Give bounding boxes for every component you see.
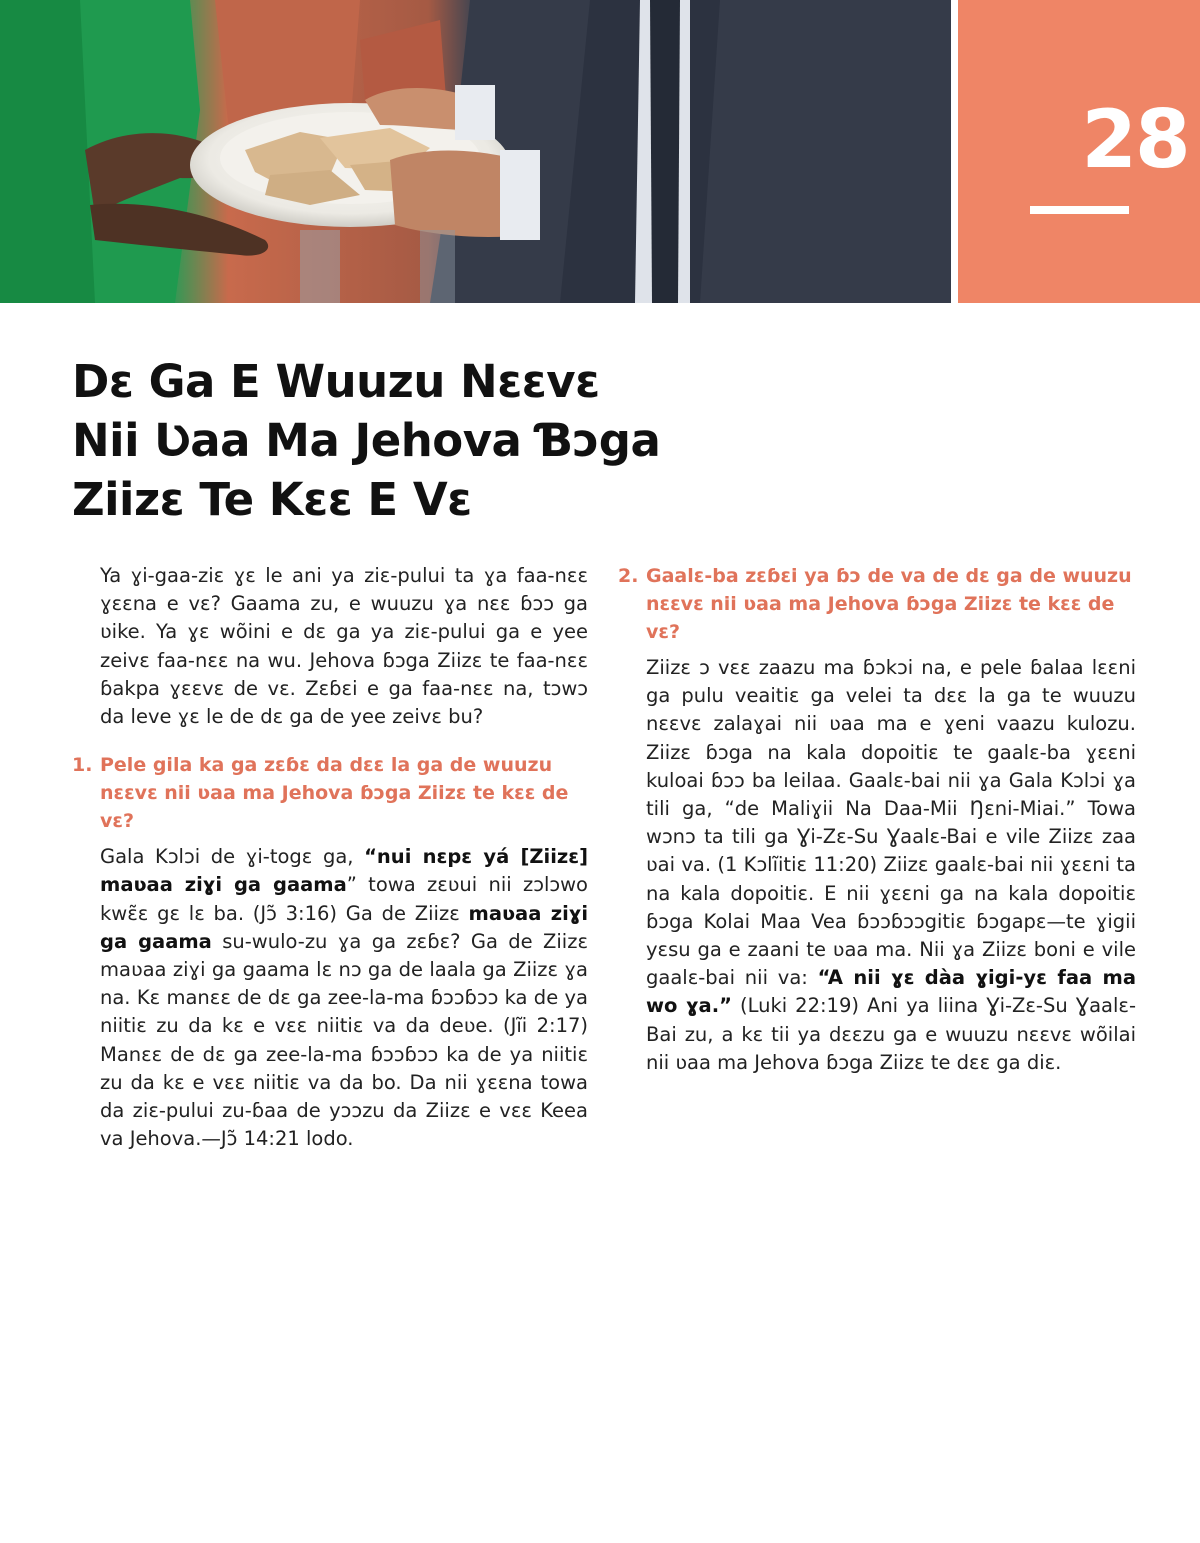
page-title — [72, 352, 712, 529]
title-line-3: Ziizɛ Te Kɛɛ E Vɛ — [72, 473, 472, 526]
question-1-text: Pele gila ka ga zɛɓɛ da dɛɛ la ga de wuuzu nɛɛvɛ nii ʋaa ma Jehova ɓɔga Ziizɛ te kɛɛ de vɛ? — [100, 754, 569, 833]
answer-1-bold-a: “nui nɛpɛ yá [Ziizɛ] maʋaa ziɣi ga gaama — [100, 845, 588, 897]
intro-paragraph: Ya ɣi-gaa-ziɛ ɣɛ le ani ya ziɛ-pului ta ɣa faa-nɛɛ ɣɛɛna e vɛ? Gaama zu, e wuuzu ɣa nɛɛ ɓɔɔ ga ʋike. Ya ɣɛ wõini e dɛ ga ya ziɛ-pului ga e yee zeivɛ faa-nɛɛ na wu. Jehova ɓɔga Ziizɛ te faa-nɛɛ ɓakpa ɣɛɛvɛ de vɛ. Zɛɓɛi e ga faa-nɛɛ na, tɔwɔ da leve ɣɛ le de dɛ ga de yee zeivɛ bu? — [100, 564, 588, 729]
answer-2-text-a: Ziizɛ ɔ vɛɛ zaazu ma ɓɔkɔi na, e pele ɓalaa lɛɛni ga pulu veaitiɛ ga velei ta dɛɛ la ga te wuuzu nɛɛvɛ zalaɣai nii ʋaa ma e ɣeni vaazu kulozu. Ziizɛ ɓɔga na kala dopoitiɛ te gaalɛ-ba ɣɛɛni kuloai ɓɔɔ ba leilaa. Gaalɛ-bai nii ɣa Gala Kɔlɔi ɣa tili ga, “de Maliɣii Na Daa-Mii Ŋɛni-Miai.” Towa wɔnɔ ta tili ga Ɣi-Zɛ-Su Ɣaalɛ-Bai e vile Ziizɛ zaa ʋai va. (1 Kɔlĩitiɛ 11:20) Ziizɛ gaalɛ-bai nii ɣɛɛni ta na kala dopoitiɛ. E nii ɣɛɛni ga na kala dopoitiɛ ɓɔga Kolai Maa Vea ɓɔɔɓɔɔgitiɛ ɓɔgapɛ—te ɣigii yɛsu ga e zaani te ʋaa ma. Nii ɣa Ziizɛ boni e vile gaalɛ-bai nii va: — [646, 656, 1136, 990]
answer-1-bold-b: maʋaa ziɣi ga gaama — [100, 901, 588, 953]
question-2 — [618, 562, 1136, 646]
question-1-number: 1. — [72, 754, 93, 777]
answer-2-paragraph — [618, 654, 1136, 1077]
left-column — [72, 562, 588, 1153]
answer-2-bold-a: “A nii ɣɛ dàa ɣigi-yɛ faa ma wo ɣa.” — [646, 966, 1136, 1018]
answer-1-paragraph — [72, 843, 588, 1153]
answer-1-text-c: su-wulo-zu ɣa ga zɛɓɛ? Ga de Ziizɛ maʋaa ziɣi ga gaama lɛ nɔ ga de laala ga Ziizɛ ɣa na. Kɛ manɛɛ de dɛ ga zee-la-ma ɓɔɔɓɔɔ ka de ya niitiɛ zu da kɛ e vɛɛ niitiɛ va da deʋe. (Jĩi 2:17) Manɛɛ de dɛ ga zee-la-ma ɓɔɔɓɔɔ ka de ya niitiɛ zu da kɛ e vɛɛ niitiɛ va da bo. Da nii ɣɛɛna towa da ziɛ-pului zu-ɓaa de yɔɔzu da Ziizɛ e vɛɛ Keea va Jehova.—Jɔ̃ 14:21 lodo. — [100, 929, 588, 1151]
right-column — [618, 562, 1136, 1077]
title-line-1: Dɛ Ga E Wuuzu Nɛɛvɛ — [72, 355, 600, 408]
lesson-number-block — [958, 0, 1200, 303]
question-2-text: Gaalɛ-ba zɛɓɛi ya ɓɔ de va de dɛ ga de wuuzu nɛɛvɛ nii ʋaa ma Jehova ɓɔga Ziizɛ te kɛɛ de vɛ? — [646, 565, 1132, 643]
question-2-number: 2. — [618, 565, 639, 587]
lesson-number-underline — [1030, 206, 1129, 214]
answer-2-text-b: (Luki 22:19) Ani ya liina Ɣi-Zɛ-Su Ɣaalɛ-Bai zu, a kɛ tii ya dɛɛzu ga e wuuzu nɛɛvɛ wõilai nii ʋaa ma Jehova ɓɔga Ziizɛ te dɛɛ ga diɛ. — [646, 994, 1136, 1074]
answer-1-text-b: ” towa zɛʋui nii zɔlɔwo kwɛ̃ɛ gɛ lɛ ba. (Jɔ̃ 3:16) Ga de Ziizɛ — [100, 873, 588, 925]
lesson-number: 28 — [1081, 93, 1189, 186]
question-1 — [72, 751, 588, 835]
answer-1-text-a: Gala Kɔlɔi de ɣi-togɛ ga, — [100, 845, 365, 869]
title-line-2: Nii Ʋaa Ma Jehova Ɓɔga — [72, 414, 661, 467]
header-photo — [0, 0, 951, 303]
